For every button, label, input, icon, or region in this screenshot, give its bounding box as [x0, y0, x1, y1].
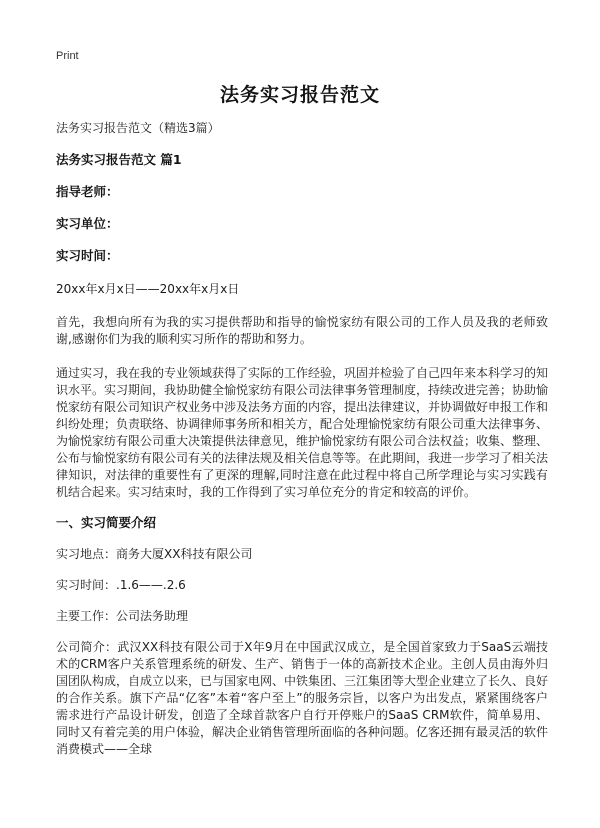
article-heading: 法务实习报告范文 篇1	[56, 152, 182, 167]
detail-period: 实习时间：.1.6——.2.6	[56, 578, 186, 592]
detail-duty: 主要工作：公司法务助理	[56, 609, 189, 623]
field-instructor: 指导老师：	[56, 184, 119, 199]
document-body	[56, 120, 548, 758]
date-range: 20xx年x月x日——20xx年x月x日	[56, 282, 240, 296]
paragraph-experience: 通过实习，我在我的专业领域获得了实际的工作经验，巩固并检验了自己四年来本科学习的知识水平。实习期间，我协助健全愉悦家纺有限公司法律事务管理制度，持续改进完善；协助愉悦家纺有限公司知识产权业务中涉及法务方面的内容，提出法律建议，并协调做好申报工作和纠纷处理；负责联络、协调律师事务所和相关方，配合处理愉悦家纺有限公司重大法律事务、为愉悦家纺有限公司重大决策提供法律意见，维护愉悦家纺有限公司合法权益；收集、整理、公布与愉悦家纺有限公司有关的法律法规及相关信息等等。在此期间，我进一步学习了相关法律知识，对法律的重要性有了更深的理解,同时注意在此过程中将自己所学理论与实习实践有机结合起来。实习结束时，我的工作得到了实习单位充分的肯定和较高的评价。	[56, 366, 549, 499]
field-unit: 实习单位：	[56, 216, 119, 231]
field-time: 实习时间：	[56, 248, 119, 263]
paragraph-company-intro: 公司简介：武汉XX科技有限公司于X年9月在中国武汉成立，是全国首家致力于SaaS云端技术的CRM客户关系管理系统的研发、生产、销售于一体的高新技术企业。主创人员由海外归国团队构成，自成立以来，已与国家电网、中铁集团、三江集团等大型企业建立了长久、良好的合作关系。旗下产品“亿客”本着“客户至上”的服务宗旨，以客户为出发点，紧紧围绕客户需求进行产品设计研发，创造了全球首款客户自行开停账户的SaaS CRM软件，简单易用、同时又有着完美的用户体验，解决企业销售管理所面临的各种问题。亿客还拥有最灵活的软件消费模式——全球	[56, 640, 549, 756]
document-title: 法务实习报告范文	[219, 84, 380, 106]
print-link[interactable]: Print	[56, 50, 79, 62]
paragraph-thanks: 首先，我想向所有为我的实习提供帮助和指导的愉悦家纺有限公司的工作人员及我的老师致谢,感谢你们为我的顺利实习所作的帮助和努力。	[56, 315, 548, 346]
section-heading-intro: 一、实习简要介绍	[56, 515, 157, 530]
document-subtitle: 法务实习报告范文（精选3篇）	[56, 121, 220, 135]
detail-location: 实习地点：商务大厦XX科技有限公司	[56, 547, 253, 561]
